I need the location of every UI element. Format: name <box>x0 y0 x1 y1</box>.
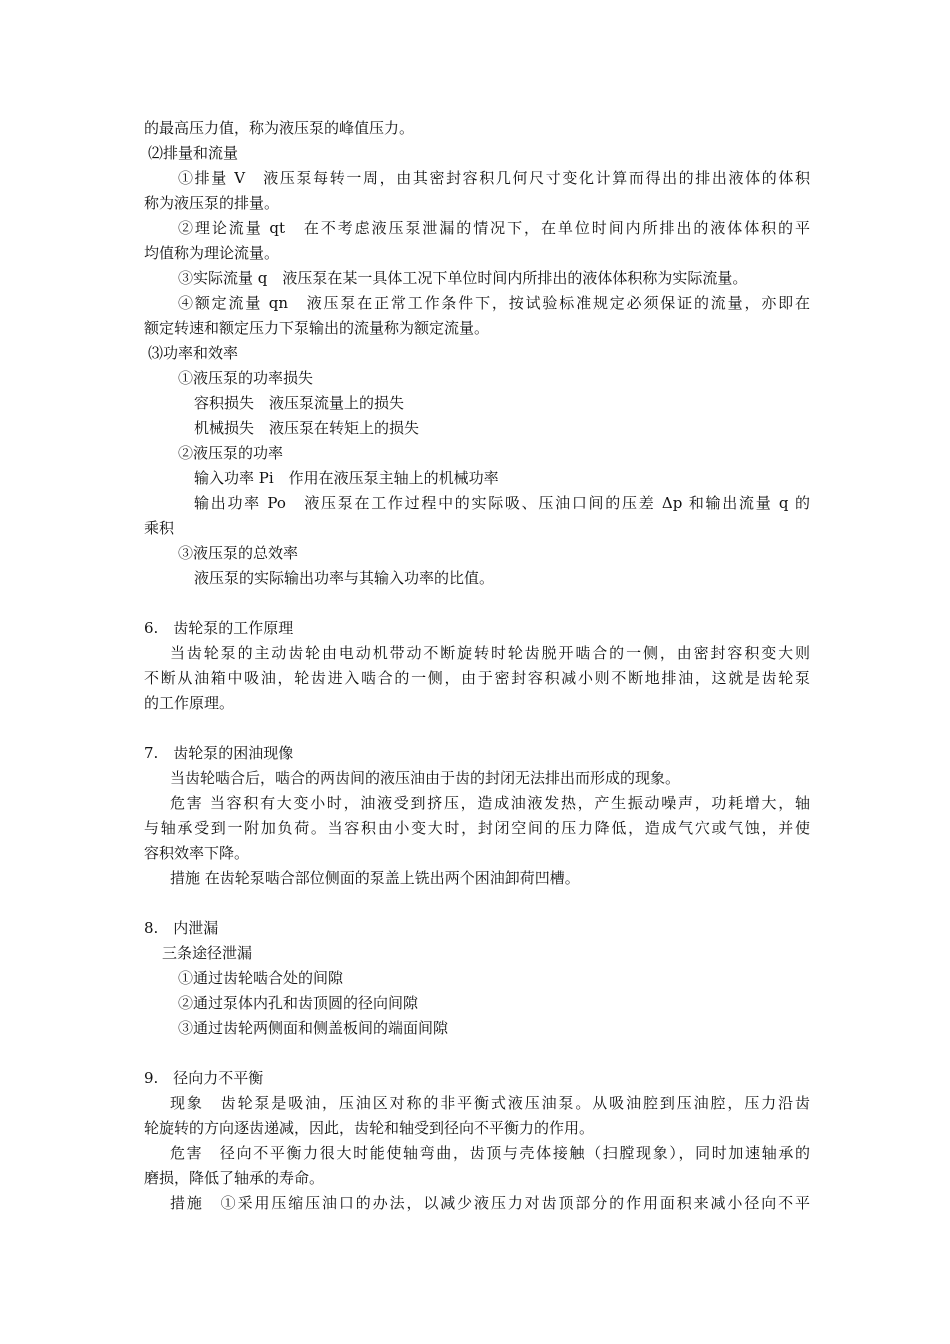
section-heading: 8. 内泄漏 <box>144 919 219 937</box>
text-line: 当齿轮泵的主动齿轮由电动机带动不断旋转时轮齿脱开啮合的一侧，由密封容积变大则 <box>170 644 810 662</box>
text-line: 输出功率 Po 液压泵在工作过程中的实际吸、压油口间的压差 Δp 和输出流量 q 的 <box>194 494 810 512</box>
text-line: 现象 齿轮泵是吸油，压油区对称的非平衡式液压油泵。从吸油腔到压油腔，压力沿齿 <box>170 1094 810 1112</box>
text-line: 输入功率 Pi 作用在液压泵主轴上的机械功率 <box>194 469 499 487</box>
text-line: 轮旋转的方向逐齿递减，因此，齿轮和轴受到径向不平衡力的作用。 <box>144 1119 595 1137</box>
section-heading: 6. 齿轮泵的工作原理 <box>144 619 294 637</box>
text-line: 称为液压泵的排量。 <box>144 194 280 212</box>
text-line: ③实际流量 q 液压泵在某一具体工况下单位时间内所排出的液体体积称为实际流量。 <box>178 269 748 287</box>
text-line: 容积损失 液压泵流量上的损失 <box>194 394 405 412</box>
text-line: ②理论流量 qt 在不考虑液压泵泄漏的情况下，在单位时间内所排出的液体体积的平 <box>178 219 810 237</box>
text-line: 不断从油箱中吸油，轮齿进入啮合的一侧，由于密封容积减小则不断地排油，这就是齿轮泵 <box>144 669 810 687</box>
text-line: 措施 在齿轮泵啮合部位侧面的泵盖上铣出两个困油卸荷凹槽。 <box>170 869 580 887</box>
text-line: 与轴承受到一附加负荷。当容积由小变大时，封闭空间的压力降低，造成气穴或气蚀，并使 <box>144 819 810 837</box>
text-line: ④额定流量 qn 液压泵在正常工作条件下，按试验标准规定必须保证的流量，亦即在 <box>178 294 810 312</box>
section-heading: ⑶功率和效率 <box>148 344 239 362</box>
text-line: ①通过齿轮啮合处的间隙 <box>178 969 344 987</box>
text-line: 措施 ①采用压缩压油口的办法，以减少液压力对齿顶部分的作用面积来减小径向不平 <box>170 1194 810 1212</box>
text-line: 危害 当容积有大变小时，油液受到挤压，造成油液发热，产生振动噪声，功耗增大，轴 <box>170 794 810 812</box>
text-line: 危害 径向不平衡力很大时能使轴弯曲，齿顶与壳体接触（扫膛现象），同时加速轴承的 <box>170 1144 810 1162</box>
section-heading: 7. 齿轮泵的困油现像 <box>144 744 294 762</box>
text-line: 额定转速和额定压力下泵输出的流量称为额定流量。 <box>144 319 490 337</box>
text-line: 的工作原理。 <box>144 694 235 712</box>
text-line: 乘积 <box>144 519 175 537</box>
text-line: ②通过泵体内孔和齿顶圆的径向间隙 <box>178 994 419 1012</box>
text-line: ②液压泵的功率 <box>178 444 284 462</box>
section-heading: 9. 径向力不平衡 <box>144 1069 264 1087</box>
text-line: 容积效率下降。 <box>144 844 250 862</box>
text-line: 液压泵的实际输出功率与其输入功率的比值。 <box>194 569 495 587</box>
text-line: 磨损，降低了轴承的寿命。 <box>144 1169 325 1187</box>
text-line: 的最高压力值，称为液压泵的峰值压力。 <box>144 119 415 137</box>
text-line: ③液压泵的总效率 <box>178 544 299 562</box>
text-line: ③通过齿轮两侧面和侧盖板间的端面间隙 <box>178 1019 449 1037</box>
text-line: 三条途径泄漏 <box>162 944 253 962</box>
text-line: 机械损失 液压泵在转矩上的损失 <box>194 419 420 437</box>
text-line: 当齿轮啮合后，啮合的两齿间的液压油由于齿的封闭无法排出而形成的现象。 <box>170 769 681 787</box>
text-line: ①液压泵的功率损失 <box>178 369 314 387</box>
text-line: ①排量 V 液压泵每转一周，由其密封容积几何尺寸变化计算而得出的排出液体的体积 <box>178 169 810 187</box>
text-line: 均值称为理论流量。 <box>144 244 280 262</box>
section-heading: ⑵排量和流量 <box>148 144 239 162</box>
